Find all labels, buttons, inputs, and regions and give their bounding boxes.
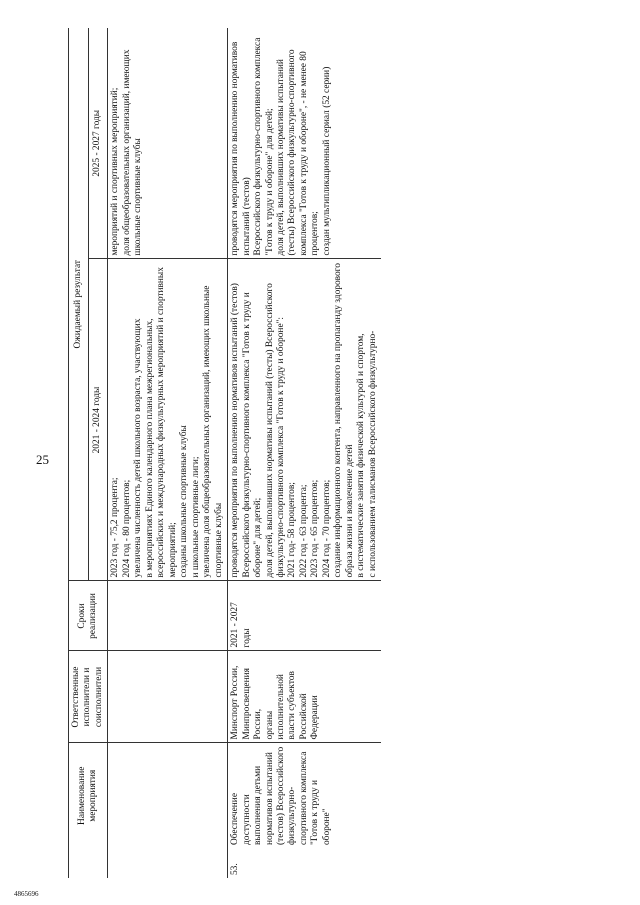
rotated-table-wrapper [68,28,628,878]
measures-table [68,28,381,878]
page-number: 25 [36,452,49,467]
continued-result-2021-2024: 2023 год - 75,2 процента; 2024 год - 80 процентов; увеличена численность детей школьного возраста, участвующих в мероприятиях Единого календарного плана межрегиональных, всероссийских и международных физкультурных мероприятий и спортивных мероприятий; созданы школьные спортивные клубы и школьные спортивные лиги; увеличена доля общеобразовательных организаций, имеющих школьные спортивные клубы [108,259,228,581]
header-2025-2027: 2025 - 2027 годы [88,28,108,259]
continued-result-2025-2027: мероприятий и спортивных мероприятий; доля общеобразовательных организаций, имеющих школьные спортивные клубы [108,28,228,259]
header-name: Наименование мероприятия [69,743,108,848]
table-row [228,28,382,878]
table-row [108,28,228,878]
measure-result-2025-2027: проводятся мероприятия по выполнению нормативов испытаний (тестов) Всероссийского физкультурно-спортивного комплекса "Готов к труду и обороне" для детей; доля детей, выполнивших нормативы испытаний (тесты) Всероссийского физкультурно-спортивного комплекса "Готов к труду и обороне", - не менее 80 процентов; создан мультипликационный сериал (52 серии) [228,28,382,259]
document-id: 4865696 [14,890,39,898]
header-terms: Сроки реализации [69,581,108,651]
header-expected-result: Ожидаемый результат [69,28,89,581]
measure-name: Обеспечение доступности выполнения детьми нормативов испытаний (тестов) Всероссийского физкультурно-спортивного комплекса "Готов к труду и обороне" [230,746,332,845]
measure-result-2021-2024: проводятся мероприятия по выполнению нормативов испытаний (тестов) Всероссийского физкультурно-спортивного комплекса "Готов к труду и обороне" для детей; доля детей, выполнивших нормативы испытаний (тесты) Всероссийского физкультурно-спортивного комплекса "Готов к труду и обороне": 2021 год- 58 процентов; 2022 год - 63 процента; 2023 год - 65 процентов; 2024 год - 70 процентов; создание информационного контента, направленного на пропаганду здорового образа жизни и вовлечение детей в систематические занятия физической культурой и спортом, с использованием талисманов Всероссийского физкультурно- [228,259,382,581]
header-2021-2024: 2021 - 2024 годы [88,259,108,581]
header-number [69,848,108,878]
header-responsible: Ответственные исполнители и соисполнители [69,651,108,743]
measure-responsible: Минспорт России, Минпросвещения России, органы исполнительной власти субъектов Российской Федерации [228,651,382,743]
row-number: 53. [230,863,241,875]
measure-terms: 2021 - 2027 годы [228,581,382,651]
